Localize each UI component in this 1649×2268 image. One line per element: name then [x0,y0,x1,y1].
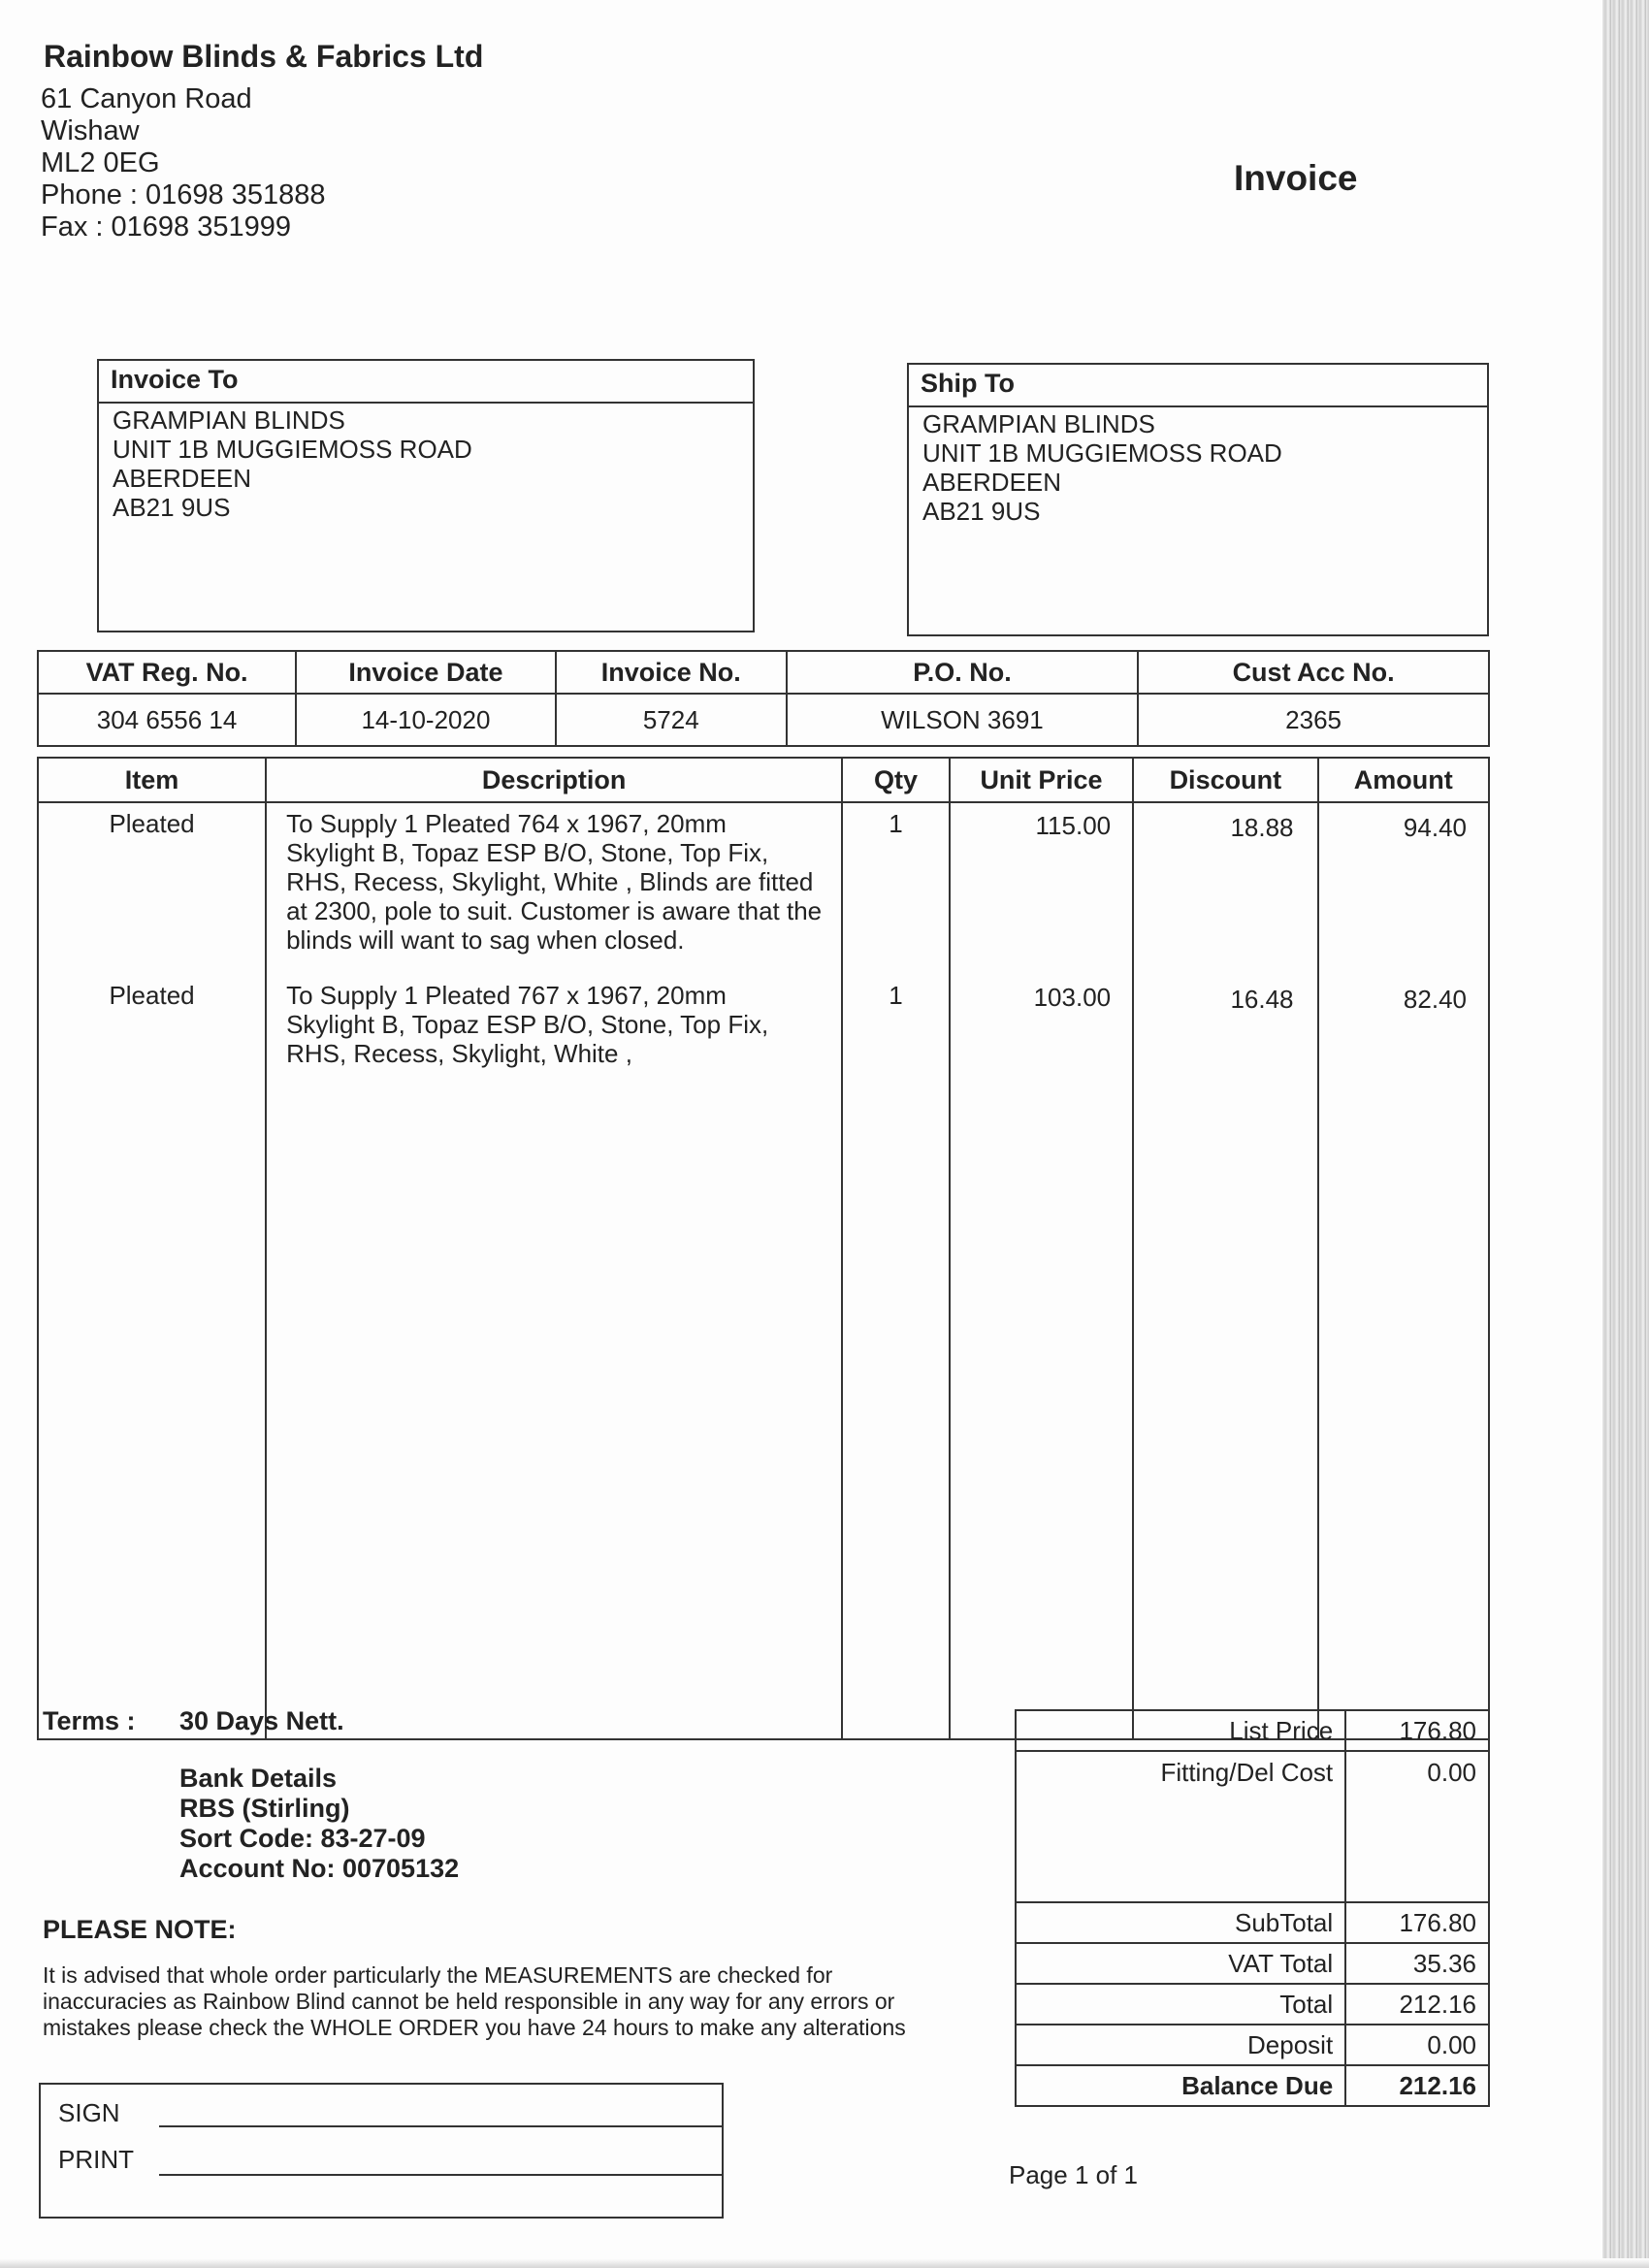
invoice-to-box [97,359,755,632]
deposit-value: 0.00 [1345,2025,1489,2065]
page-number: Page 1 of 1 [1009,2160,1138,2189]
unit-price-cell: 115.00 [1035,811,1112,840]
ship-to-box [907,363,1489,636]
invoice-to-line: GRAMPIAN BLINDS [113,405,345,435]
line-items-table [37,757,1490,1740]
deposit-label: Deposit [1016,2025,1345,2065]
item-cell: Pleated [109,981,195,1010]
signature-box [39,2083,724,2219]
vat-reg-header: VAT Reg. No. [38,651,296,694]
sign-label: SIGN [58,2098,120,2127]
description-line: blinds will want to sag when closed. [286,925,685,955]
discount-cell: 16.48 [1230,985,1294,1014]
description-cell [286,809,841,955]
company-name: Rainbow Blinds & Fabrics Ltd [44,39,484,74]
description-line: To Supply 1 Pleated 767 x 1967, 20mm [286,981,727,1010]
description-line: Skylight B, Topaz ESP B/O, Stone, Top Fix, [286,838,769,867]
invoice-to-line: AB21 9US [113,493,231,522]
sign-line[interactable] [159,2125,722,2127]
invoice-to-header: Invoice To [99,361,753,404]
amount-cell: 82.40 [1403,985,1467,1014]
invoice-to-line: ABERDEEN [113,464,252,493]
bank-details-title: Bank Details [179,1764,338,1793]
note-line: inaccuracies as Rainbow Blind cannot be held responsible in any way for any errors or [43,1989,895,2014]
ship-to-header: Ship To [909,365,1487,407]
description-column [266,802,842,1739]
qty-column [842,802,950,1739]
discount-column [1133,802,1317,1739]
description-line: RHS, Recess, Skylight, White , [286,1039,632,1068]
scan-edge [1602,0,1649,2268]
ship-to-line: ABERDEEN [922,468,1062,497]
terms-value: 30 Days Nett. [179,1706,344,1735]
company-address-line: 61 Canyon Road [41,83,252,114]
discount-header: Discount [1133,758,1317,802]
totals-table [1015,1709,1490,2107]
scan-bottom-edge [0,2258,1649,2268]
invoice-to-line: UNIT 1B MUGGIEMOSS ROAD [113,435,472,464]
unit-price-header: Unit Price [950,758,1133,802]
qty-cell: 1 [889,981,903,1010]
total-value: 212.16 [1345,1984,1489,2025]
description-line: at 2300, pole to suit. Customer is aware that the [286,896,823,925]
qty-header: Qty [842,758,950,802]
account-number: Account No: 00705132 [179,1854,460,1883]
amount-header: Amount [1318,758,1489,802]
ship-to-line: AB21 9US [922,497,1041,526]
item-header: Item [38,758,266,802]
description-cell [286,981,841,1068]
company-address-line: ML2 0EG [41,147,160,178]
ship-to-line: GRAMPIAN BLINDS [922,409,1155,438]
item-column [38,802,266,1739]
subtotal-label: SubTotal [1016,1902,1345,1943]
vat-total-label: VAT Total [1016,1943,1345,1984]
invoice-no-header: Invoice No. [556,651,787,694]
subtotal-value: 176.80 [1345,1902,1489,1943]
qty-cell: 1 [889,809,903,838]
vat-total-value: 35.36 [1345,1943,1489,1984]
fitting-label: Fitting/Del Cost [1016,1751,1345,1902]
discount-cell: 18.88 [1230,813,1294,842]
po-no-header: P.O. No. [787,651,1138,694]
description-line: RHS, Recess, Skylight, White , Blinds are fitted [286,867,814,896]
balance-due-label: Balance Due [1016,2065,1345,2106]
amount-cell: 94.40 [1403,813,1467,842]
terms-label: Terms : [43,1706,136,1735]
list-price-label: List Price [1016,1710,1345,1751]
print-line[interactable] [159,2174,722,2176]
company-address-line: Wishaw [41,115,140,146]
amount-column [1318,802,1489,1739]
balance-due-value: 212.16 [1345,2065,1489,2106]
unit-price-cell: 103.00 [1033,983,1112,1012]
po-no-value: WILSON 3691 [787,694,1138,746]
company-phone: Phone : 01698 351888 [41,179,326,211]
print-label: PRINT [58,2145,134,2174]
cust-acc-value: 2365 [1138,694,1489,746]
sort-code: Sort Code: 83-27-09 [179,1824,426,1853]
note-text [43,1962,906,2041]
cust-acc-header: Cust Acc No. [1138,651,1489,694]
note-line: mistakes please check the WHOLE ORDER you have 24 hours to make any alterations [43,2015,906,2040]
invoice-date-value: 14-10-2020 [296,694,556,746]
bank-name: RBS (Stirling) [179,1794,350,1823]
invoice-info-table [37,650,1490,747]
invoice-date-header: Invoice Date [296,651,556,694]
vat-reg-value: 304 6556 14 [38,694,296,746]
total-label: Total [1016,1984,1345,2025]
fitting-value: 0.00 [1345,1751,1489,1902]
item-cell: Pleated [109,809,195,838]
unit-price-column [950,802,1133,1739]
bank-details [179,1764,459,1884]
ship-to-line: UNIT 1B MUGGIEMOSS ROAD [922,438,1282,468]
document-title: Invoice [1234,158,1358,198]
note-title: PLEASE NOTE: [43,1915,237,1944]
company-fax: Fax : 01698 351999 [41,211,291,243]
description-line: Skylight B, Topaz ESP B/O, Stone, Top Fix, [286,1010,769,1039]
description-line: To Supply 1 Pleated 764 x 1967, 20mm [286,809,727,838]
invoice-no-value: 5724 [556,694,787,746]
note-line: It is advised that whole order particularly the MEASUREMENTS are checked for [43,1962,833,1988]
list-price-value: 176.80 [1345,1710,1489,1751]
description-header: Description [266,758,842,802]
